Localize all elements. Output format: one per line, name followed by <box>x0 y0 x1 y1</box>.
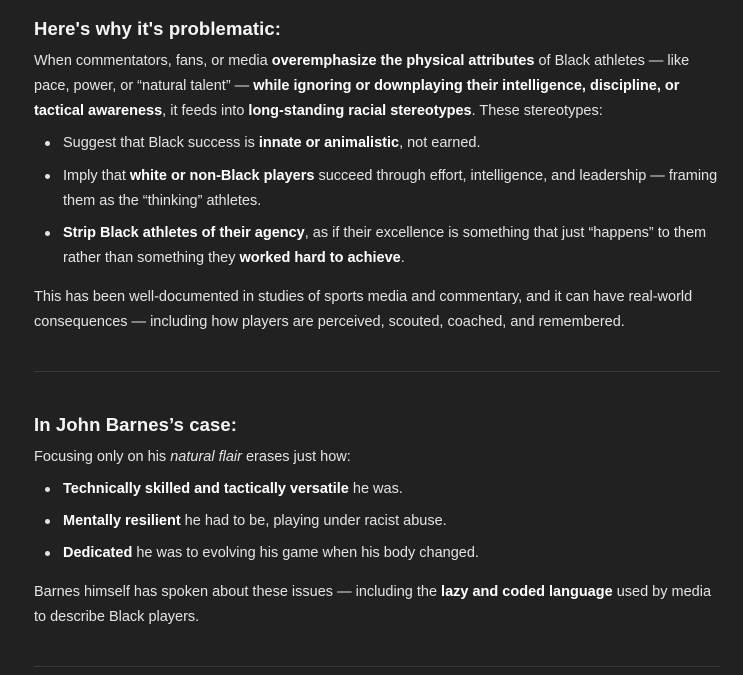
bold-text: overemphasize the physical attributes <box>271 53 535 69</box>
text-run: he had to be, playing under racist abuse. <box>180 513 447 529</box>
text-run: Suggest that Black success is <box>63 135 259 151</box>
bold-text: Mentally resilient <box>63 513 181 529</box>
text-run: . <box>400 250 405 266</box>
text-run: , it feeds into <box>162 103 249 119</box>
text-run: , not earned. <box>399 135 481 151</box>
section-divider <box>34 666 720 667</box>
italic-text: natural flair <box>170 449 242 465</box>
text-run: . These stereotypes: <box>471 103 603 119</box>
list-item <box>34 164 724 214</box>
section-heading-barnes: In John Barnes’s case: <box>34 414 238 435</box>
barnes-qualities-list <box>34 477 724 566</box>
bold-text: lazy and coded language <box>441 584 613 600</box>
text-run: used by media to describe Black players. <box>34 584 712 625</box>
list-item <box>34 509 724 534</box>
section-intro-paragraph <box>34 49 714 124</box>
text-run: , as if their excellence is something that just “happens” to them rather than something they <box>63 225 707 266</box>
bold-text: worked hard to achieve <box>239 250 401 266</box>
section-heading-problematic: Here's why it's problematic: <box>34 18 282 39</box>
text-run: Focusing only on his <box>34 449 171 465</box>
list-item <box>34 477 724 502</box>
text-run: Barnes himself has spoken about these issues — including the <box>34 584 442 600</box>
section-intro-paragraph <box>34 445 351 470</box>
text-run: erases just how: <box>241 449 351 465</box>
section-closing-paragraph <box>34 580 724 630</box>
stereotypes-list <box>34 131 724 271</box>
text-run: he was to evolving his game when his body changed. <box>132 545 479 561</box>
text-run: When commentators, fans, or media <box>34 53 272 69</box>
bold-text: white or non-Black players <box>129 168 315 184</box>
list-item <box>34 131 724 156</box>
bold-text: Strip Black athletes of their agency <box>63 225 305 241</box>
text-run: of Black athletes — like pace, power, or “natural talent” — <box>34 53 690 94</box>
list-item <box>34 541 724 566</box>
bold-text: innate or animalistic <box>258 135 400 151</box>
bold-text: Dedicated <box>63 545 133 561</box>
bold-text: Technically skilled and tactically versatile <box>63 481 349 497</box>
section-divider <box>34 371 720 372</box>
bold-text: long-standing racial stereotypes <box>248 103 472 119</box>
text-run: Imply that <box>63 168 130 184</box>
text-run: he was. <box>348 481 403 497</box>
section-closing-paragraph: This has been well-documented in studies of sports media and commentary, and it can have real-world consequences — including how players are perceived, scouted, coached, and remembered. <box>34 289 693 330</box>
text-run: succeed through effort, intelligence, and leadership — framing them as the “thinking” athletes. <box>63 168 718 209</box>
bold-text: while ignoring or downplaying their intelligence, discipline, or tactical awareness <box>34 78 680 119</box>
list-item <box>34 221 724 271</box>
